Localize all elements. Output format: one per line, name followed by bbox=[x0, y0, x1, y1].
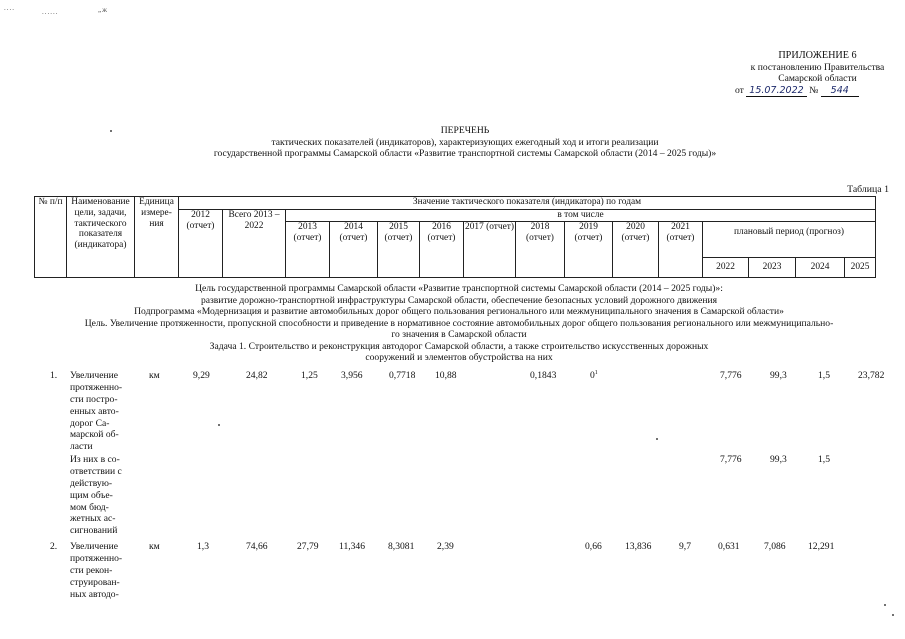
value-2015: 8,3081 bbox=[388, 541, 415, 552]
value-2020: 13,836 bbox=[625, 541, 652, 552]
subprogram-line: Подпрограмма «Модернизация и развитие автомобильных дорог общего пользования регионального или межмуниципального значения в Самарской области» bbox=[134, 306, 784, 317]
unit-cell: км bbox=[149, 370, 160, 381]
header-values: Значение тактического показателя (индикатора) по годам bbox=[179, 197, 876, 210]
value-2012: 9,29 bbox=[193, 370, 210, 381]
value-2024: 1,5 bbox=[818, 370, 830, 381]
value-2024: 1,5 bbox=[818, 454, 830, 465]
plan-label: плановый период (прогноз) bbox=[703, 222, 875, 258]
appendix-date-row bbox=[735, 85, 900, 96]
header-year: 2020 (отчет) bbox=[613, 222, 659, 278]
name-line: жетных ас- bbox=[70, 513, 116, 525]
appendix-block bbox=[735, 50, 900, 96]
number-prefix: № bbox=[809, 84, 819, 96]
task-line: сооружений и элементов обустройства на них bbox=[365, 352, 553, 363]
name-line: действую- bbox=[70, 477, 113, 489]
table-label: Таблица 1 bbox=[847, 184, 889, 195]
value-2018: 0,1843 bbox=[530, 370, 557, 381]
name-line: мом бюд- bbox=[70, 501, 109, 513]
value-2022: 7,776 bbox=[720, 454, 742, 465]
goal-line: го значения в Самарской области bbox=[391, 329, 527, 340]
value-2021: 9,7 bbox=[679, 541, 691, 552]
value-2013: 1,25 bbox=[301, 370, 318, 381]
name-line: струирован- bbox=[70, 576, 120, 588]
value-2016: 2,39 bbox=[437, 541, 454, 552]
title-line: тактических показателей (индикаторов), характеризующих ежегодный ход и итоги реализации bbox=[271, 136, 659, 148]
scan-speck bbox=[892, 614, 894, 616]
plan-year: 2023 bbox=[749, 258, 796, 277]
value-2022: 0,631 bbox=[718, 541, 740, 552]
header-year: 2013 (отчет) bbox=[286, 222, 330, 278]
goal-line: развитие дорожно-транспортной инфраструктуры Самарской области, обеспечение безопасных условий дорожного движения bbox=[200, 294, 718, 306]
name-line: Из них в со- bbox=[70, 454, 120, 465]
title-line: государственной программы Самарской области «Развитие транспортной системы Самарской области (2014 – 2025 годы)» bbox=[213, 148, 717, 159]
scan-mark: .... bbox=[4, 4, 15, 12]
indicator-name bbox=[70, 541, 132, 600]
value-2023: 99,3 bbox=[770, 370, 787, 381]
name-line: щим объе- bbox=[70, 489, 113, 501]
name-line: Увеличение bbox=[70, 541, 118, 552]
header-year: 2017 (отчет) bbox=[464, 222, 516, 278]
value-2013: 27,79 bbox=[297, 541, 319, 552]
date-value: 15.07.2022 bbox=[746, 85, 806, 97]
footnote-mark: 1 bbox=[594, 370, 598, 376]
indicator-name bbox=[70, 370, 132, 453]
value-2012: 1,3 bbox=[197, 541, 209, 552]
name-line: ответствии с bbox=[70, 465, 122, 477]
document-title bbox=[100, 125, 830, 160]
unit-cell: км bbox=[149, 541, 160, 552]
scan-mark: ...... bbox=[42, 8, 59, 16]
task-line: Задача 1. Строительство и реконструкция автодорог Самарской области, а также строительство искусственных дорожных bbox=[209, 340, 709, 352]
header-incl: в том числе bbox=[286, 210, 876, 222]
header-year: 2014 (отчет) bbox=[330, 222, 378, 278]
value-2019: 0,66 bbox=[585, 541, 602, 552]
goal-line: Цель государственной программы Самарской области «Развитие транспортной системы Самарской области (2014 – 2025 годы)»: bbox=[195, 283, 723, 294]
value-2025: 23,782 bbox=[858, 370, 885, 381]
name-line: ных автодо- bbox=[70, 588, 119, 600]
appendix-title: ПРИЛОЖЕНИЕ 6 bbox=[778, 50, 857, 61]
plan-year: 2025 bbox=[850, 262, 870, 272]
table-header bbox=[34, 196, 876, 278]
header-year: 2018 (отчет) bbox=[516, 222, 565, 278]
row-number: 1. bbox=[50, 370, 58, 381]
value-2014: 3,956 bbox=[341, 370, 363, 381]
scan-speck bbox=[218, 424, 220, 426]
name-line: дорог Са- bbox=[70, 417, 110, 429]
name-line: ласти bbox=[70, 441, 93, 453]
scan-speck bbox=[656, 438, 658, 440]
name-line: енных авто- bbox=[70, 405, 119, 417]
appendix-line: к постановлению Правительства bbox=[750, 62, 885, 74]
plan-year: 2022 bbox=[703, 258, 749, 277]
plan-year: 2024 bbox=[796, 258, 845, 277]
value-2023: 7,086 bbox=[764, 541, 786, 552]
indicator-name bbox=[70, 454, 132, 537]
name-line: протяженно- bbox=[70, 381, 123, 393]
value-2014: 11,346 bbox=[339, 541, 366, 552]
value-2019-number: 0 bbox=[590, 370, 595, 382]
value-2019 bbox=[590, 370, 598, 381]
name-line: марской об- bbox=[70, 429, 119, 441]
header-year: 2016 (отчет) bbox=[420, 222, 464, 278]
header-year: 2019 (отчет) bbox=[565, 222, 613, 278]
number-value: 544 bbox=[821, 85, 859, 97]
header-name: Наименование цели, задачи, тактического показателя (индикатора) bbox=[67, 197, 135, 278]
name-line: Увеличение bbox=[70, 370, 118, 381]
value-2015: 0,7718 bbox=[389, 370, 416, 381]
header-total: Всего 2013 – 2022 bbox=[223, 210, 286, 278]
header-no: № п/п bbox=[35, 197, 67, 278]
header-year: 2015 (отчет) bbox=[378, 222, 420, 278]
name-line: протяженно- bbox=[70, 552, 123, 564]
date-prefix: от bbox=[735, 84, 744, 96]
value-2016: 10,88 bbox=[435, 370, 457, 381]
name-line: сти рекон- bbox=[70, 564, 113, 576]
value-2023: 99,3 bbox=[770, 454, 787, 465]
header-unit: Единица измере-ния bbox=[135, 197, 179, 278]
goal-line: Цель. Увеличение протяженности, пропускной способности и приведение в нормативное состояние автомобильных дорог общего пользования регионального или межмуниципально- bbox=[84, 317, 834, 329]
value-total: 24,82 bbox=[246, 370, 268, 381]
header-year: 2021 (отчет) bbox=[659, 222, 703, 278]
value-2024: 12,291 bbox=[808, 541, 835, 552]
value-total: 74,66 bbox=[246, 541, 268, 552]
header-2012: 2012 (отчет) bbox=[179, 210, 223, 278]
value-2022: 7,776 bbox=[720, 370, 742, 381]
title-heading: ПЕРЕЧЕНЬ bbox=[440, 125, 490, 136]
scan-speck bbox=[110, 130, 112, 132]
scan-speck bbox=[884, 604, 886, 606]
goal-section bbox=[20, 283, 898, 364]
row-number: 2. bbox=[50, 541, 58, 552]
name-line: сигнований bbox=[70, 525, 118, 537]
scan-mark: „ж bbox=[98, 6, 108, 14]
name-line: сти постро- bbox=[70, 393, 118, 405]
header-plan bbox=[703, 222, 876, 278]
appendix-line: Самарской области bbox=[778, 73, 857, 85]
